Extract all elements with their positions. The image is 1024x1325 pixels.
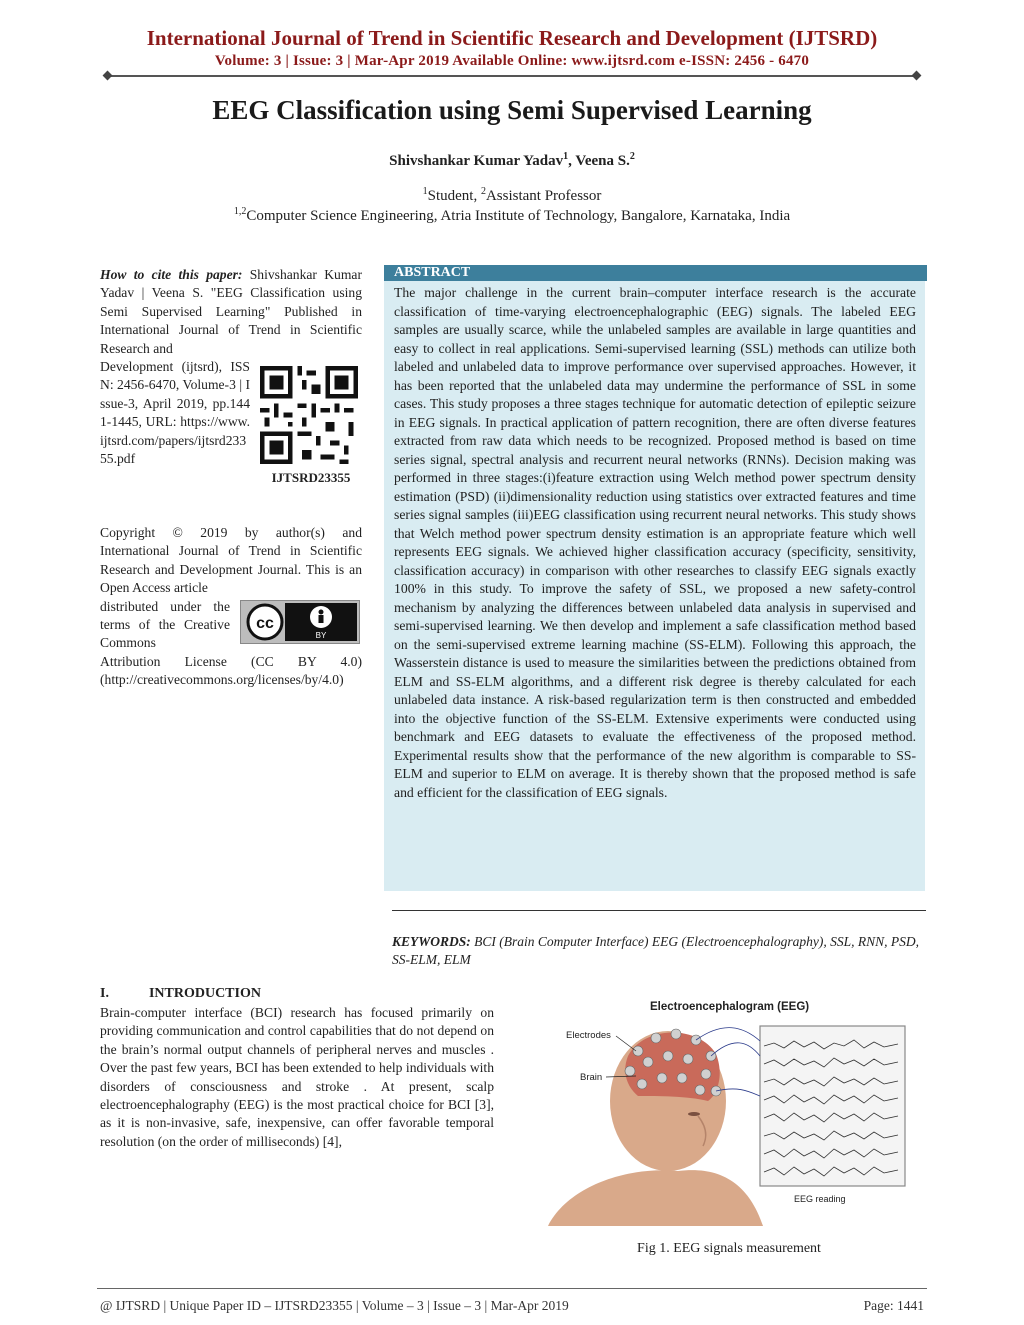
electrodes-label: Electrodes (566, 1030, 611, 1041)
qr-label: IJTSRD23355 (271, 470, 351, 485)
aff-institution: Computer Science Engineering, Atria Institute of Technology, Bangalore, Karnataka, India (246, 208, 791, 224)
author-1-sup: 1 (563, 151, 569, 162)
copyright-text: Copyright © 2019 by author(s) and International Journal of Trend in Scientific Research and Development Journal. This is an Open Access article (100, 525, 362, 596)
keywords-rule (392, 910, 926, 911)
intro-text: Brain-computer interface (BCI) research has focused primarily on providing communication and control capabilities that do not depend on the brain’s normal output channels of peripheral nerves and muscles . Over the past few years, BCI has been extended to help individuals with disorders of consciousness and stroke . At present, scalp electroencephalography (EEG) is the most practical choice for BCI [3], as it is non-invasive, safe, inexpensive, can offer favorable temporal resolution (on the order of milliseconds) [4], (100, 1005, 494, 1149)
cite-colon: : (237, 267, 243, 282)
eeg-figure (548, 996, 910, 1226)
aff-role-2: Assistant Professor (485, 188, 602, 204)
abstract-text: The major challenge in the current brain–computer interface research is the accurate classification of time-varying electroencephalographic (EEG) signals. The labeled EEG samples are usually scarce, while the unlabeled samples are available in large quantities and easy to collect in real applications. Semi-supervised learning (SSL) methods can utilize both labeled and unlabeled data to improve performance over supervised approaches. However, it has been reported that the unlabeled data may undermine the performance of SSL in some cases. This study proposes a three stages technique for automatic detection of epileptic seizure in EEG signals. In practical application of pattern recognition, there are often diverse features extracted from raw data which needs to be recognized. Proposed method is based on time series signal, spectral analysis and recurrent neural networks (RNNs). Decision making was performed in three stages:(i)feature extraction using Welch method power spectrum density estimation (PSD) (ii)dimensionality reduction using statistics over extracted features and time series signal samples (iii)EEG classification using recurrent neural networks. This study shows that Welch method power spectrum density estimation is an appropriate feature which well represents EEG signals. We achieved higher classification accuracy (specificity, sensitivity, classification accuracy) in comparison with other researches to classify EEG signals exactly 100% in this study. To improve the safety of SSL, we proposed a new safety-control mechanism by analyzing the differences between unlabeled data analysis in supervised and semi-supervised learning. We then develop and implement a safe classification method based on the semi-supervised extreme learning machine (SS-ELM). Following this approach, the Wasserstein distance is used to measure the similarities between the predictions obtained from ELM and SS-ELM algorithms, and a different risk degree is thereby calculated for each unlabeled data instance. A risk-based regularization term is then constructed and embedded into the objective function of the SS-ELM. Extensive experiments were conducted using benchmark and EEG datasets to evaluate the effectiveness of the proposed method. Experimental results show that the performance of the new algorithm is comparable to SS-ELM and superior to ELM on average. It is thereby shown that the proposed method is safe and efficient for the classification of EEG signals. (394, 285, 916, 800)
intro-heading (100, 986, 261, 1002)
keywords-label: KEYWORDS: (392, 934, 471, 949)
affiliation-roles (0, 186, 1024, 205)
eye (688, 1112, 700, 1116)
rule-diamond-left (103, 71, 113, 81)
author-sep: , (568, 153, 576, 169)
authors (0, 151, 1024, 170)
brain-label: Brain (580, 1072, 603, 1083)
footer-rule (97, 1288, 927, 1289)
paper-title: EEG Classification using Semi Supervised Learning (212, 95, 812, 125)
journal-title: International Journal of Trend in Scientific Research and Development (IJTSRD) (146, 26, 878, 50)
cite-label: How to cite this paper (100, 267, 238, 282)
copyright-text-narrow: distributed under the terms of the Creative Commons (100, 598, 230, 651)
cite-text: Shivshankar Kumar Yadav | Veena S. "EEG Classification using Semi Supervised Learning" Published in International Journal of Trend in Scientific Research and (100, 267, 362, 356)
aff-role-1: Student, (427, 188, 481, 204)
eeg-reading-panel (760, 1026, 905, 1204)
eeg-reading-label: EEG reading (794, 1194, 846, 1204)
author-2-sup: 2 (629, 151, 635, 162)
aff-sup-1: 1 (422, 186, 428, 197)
cc-by-text: BY (315, 631, 327, 640)
page-number: Page: 1441 (863, 1298, 924, 1313)
aff-sup-12: 1,2 (233, 206, 247, 217)
rule-diamond-right (912, 71, 922, 81)
footer-text: @ IJTSRD | Unique Paper ID – IJTSRD23355 | Volume – 3 | Issue – 3 | Mar-Apr 2019 (100, 1298, 569, 1313)
brain (625, 1032, 719, 1101)
journal-subtitle: Volume: 3 | Issue: 3 | Mar-Apr 2019 Available Online: www.ijtsrd.com e-ISSN: 2456 - 6470 (214, 53, 810, 69)
cc-text: cc (256, 615, 274, 632)
aff-sup-2: 2 (480, 186, 486, 197)
copyright-text-end: Attribution License (CC BY 4.0) (http://creativecommons.org/licenses/by/4.0) (100, 653, 362, 688)
figure-caption: Fig 1. EEG signals measurement (637, 1241, 821, 1256)
keywords (392, 933, 926, 969)
author-2: Veena S. (575, 153, 630, 169)
cite-text-narrow: Development (ijtsrd), ISSN: 2456-6470, Volume-3 | Issue-3, April 2019, pp.1441-1445, URL: https://www.ijtsrd.com/papers/ijtsrd23355.pdf (100, 359, 250, 467)
figure-title: Electroencephalogram (EEG) (650, 1001, 810, 1013)
affiliation-institution (0, 206, 1024, 225)
qr-code (260, 366, 358, 464)
abstract-heading: ABSTRACT (384, 265, 927, 281)
intro-title: INTRODUCTION (148, 986, 261, 1001)
intro-number: I. (100, 986, 109, 1001)
keywords-text: BCI (Brain Computer Interface) EEG (Electroencephalography), SSL, RNN, PSD, SS-ELM, ELM (392, 934, 920, 967)
cc-license-logo (240, 600, 360, 644)
author-1: Shivshankar Kumar Yadav (389, 153, 564, 169)
header-rule (108, 75, 916, 77)
